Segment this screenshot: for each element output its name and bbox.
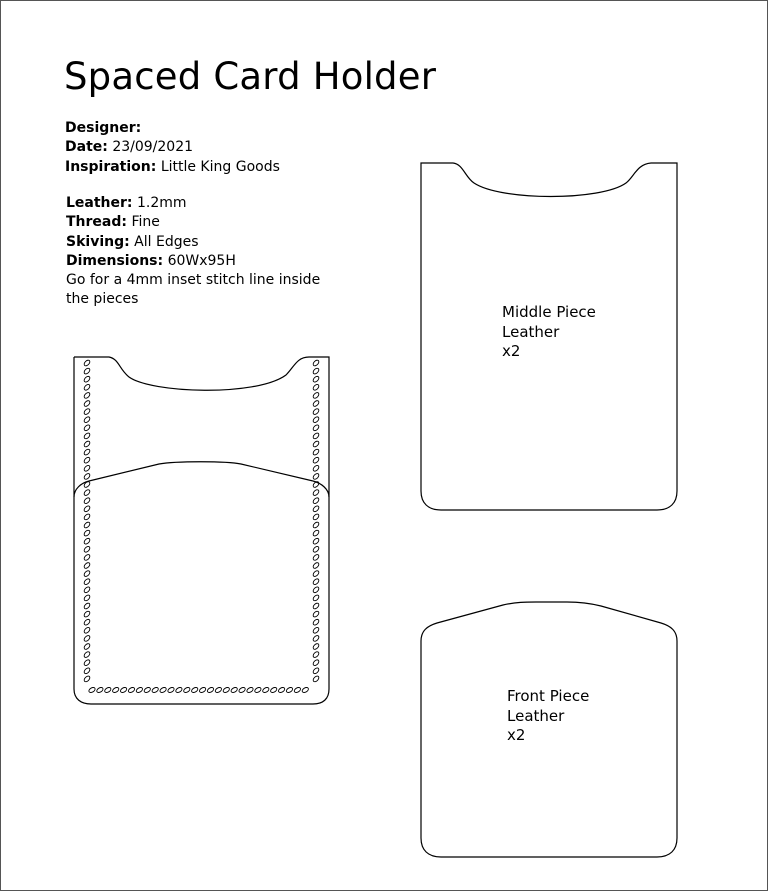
stitch-hole [312,545,320,553]
stitch-hole [83,464,91,472]
stitch-hole [83,359,91,367]
stitch-hole [83,473,91,481]
stitch-hole [312,489,320,497]
stitch-hole [83,545,91,553]
stitch-hole [312,367,320,375]
stitch-hole [312,432,320,440]
stitch-hole [301,686,309,693]
assembled-back-outline [74,357,329,493]
skiving-label: Skiving: [66,233,130,250]
stitch-hole [83,529,91,537]
stitch-hole [312,554,320,562]
inspiration-value: Little King Goods [160,158,280,175]
stitch-hole [238,686,246,693]
stitch-holes-bottom [88,686,309,693]
stitch-hole [83,643,91,651]
stitch-hole [83,562,91,570]
stitch-holes-left [83,359,91,683]
stitch-hole [83,537,91,545]
stitch-hole [312,375,320,383]
stitch-hole [175,686,183,693]
stitch-hole [83,554,91,562]
stitch-hole [128,686,136,693]
stitch-hole [312,635,320,643]
stitch-hole [83,481,91,489]
stitch-hole [312,537,320,545]
stitch-hole [83,594,91,602]
stitch-hole [312,578,320,586]
stitch-hole [312,481,320,489]
stitch-hole [254,686,262,693]
thread-label: Thread: [66,214,127,231]
stitch-hole [83,521,91,529]
stitch-hole [167,686,175,693]
leather-value: 1.2mm [136,195,187,211]
stitch-hole [230,686,238,693]
stitch-hole [159,686,167,693]
stitch-hole [270,686,278,693]
stitch-hole [143,686,151,693]
stitch-holes-right [312,359,320,683]
date-label: Date: [65,139,108,156]
stitch-hole [312,659,320,667]
date-value: 23/09/2021 [112,139,194,156]
stitch-hole [83,586,91,594]
stitch-hole [312,513,320,521]
dimensions-value: 60Wx95H [167,252,236,269]
stitch-hole [83,505,91,513]
stitch-hole [83,400,91,408]
stitch-hole [83,489,91,497]
stitch-hole [83,618,91,626]
stitch-hole [120,686,128,693]
stitch-hole [312,464,320,472]
inspiration-label: Inspiration: [65,158,157,175]
stitch-hole [312,610,320,618]
designer-label: Designer: [65,120,142,136]
stitch-hole [286,686,294,693]
stitch-hole [83,626,91,634]
assembled-front-top [89,462,313,481]
leather-label: Leather: [66,195,133,211]
stitch-hole [83,513,91,521]
stitch-hole [83,375,91,383]
stitch-hole [312,570,320,578]
stitch-hole [312,586,320,594]
stitch-hole [312,618,320,626]
stitch-hole [246,686,254,693]
stitch-hole [83,659,91,667]
stitch-hole [112,686,120,693]
middle-piece-name: Middle Piece [502,303,596,321]
stitch-hole [83,570,91,578]
stitch-hole [83,497,91,505]
stitch-hole [312,594,320,602]
stitch-hole [312,602,320,610]
stitch-hole [278,686,286,693]
stitch-hole [214,686,222,693]
stitch-hole [312,643,320,651]
stitch-hole [312,416,320,424]
stitch-hole [312,562,320,570]
middle-piece-qty: x2 [502,342,521,360]
stitch-hole [83,448,91,456]
front-piece-name: Front Piece [507,687,590,705]
stitch-hole [312,505,320,513]
stitch-hole [83,635,91,643]
stitch-hole [104,686,112,693]
stitch-hole [312,424,320,432]
pattern-drawing [1,1,767,890]
front-piece-material: Leather [507,706,565,725]
stitch-hole [151,686,159,693]
stitch-hole [312,408,320,416]
stitch-hole [312,497,320,505]
stitch-hole [262,686,270,693]
stitch-hole [183,686,191,693]
stitch-note: Go for a 4mm inset stitch line inside the pieces [66,272,321,308]
assembled-outer-outline [74,493,329,704]
stitch-hole [83,651,91,659]
stitch-hole [83,367,91,375]
stitch-hole [83,424,91,432]
front-piece-qty: x2 [507,726,526,744]
stitch-hole [312,529,320,537]
stitch-hole [312,521,320,529]
stitch-hole [83,456,91,464]
stitch-hole [312,440,320,448]
stitch-hole [96,686,104,693]
stitch-hole [83,392,91,400]
stitch-hole [88,686,96,693]
stitch-hole [222,686,230,693]
stitch-hole [312,626,320,634]
assembled-front-corners [74,481,329,497]
page-title: Spaced Card Holder [64,55,437,98]
thread-value: Fine [131,214,160,231]
stitch-hole [83,440,91,448]
stitch-hole [83,667,91,675]
stitch-hole [293,686,301,693]
stitch-hole [312,383,320,391]
stitch-hole [191,686,199,693]
stitch-hole [83,432,91,440]
stitch-hole [312,448,320,456]
stitch-hole [199,686,207,693]
stitch-hole [83,578,91,586]
stitch-hole [83,408,91,416]
stitch-hole [312,667,320,675]
stitch-hole [312,400,320,408]
stitch-hole [83,675,91,683]
stitch-hole [312,675,320,683]
stitch-hole [83,383,91,391]
middle-piece-material: Leather [502,322,560,341]
stitch-hole [312,473,320,481]
stitch-hole [83,602,91,610]
stitch-hole [83,610,91,618]
skiving-value: All Edges [134,233,199,250]
stitch-hole [312,392,320,400]
stitch-hole [135,686,143,693]
stitch-hole [312,359,320,367]
middle-piece-label [502,303,596,362]
stitch-hole [207,686,215,693]
dimensions-label: Dimensions: [66,252,164,269]
stitch-hole [312,651,320,659]
stitch-hole [83,416,91,424]
stitch-hole [312,456,320,464]
front-piece-label [507,687,589,746]
